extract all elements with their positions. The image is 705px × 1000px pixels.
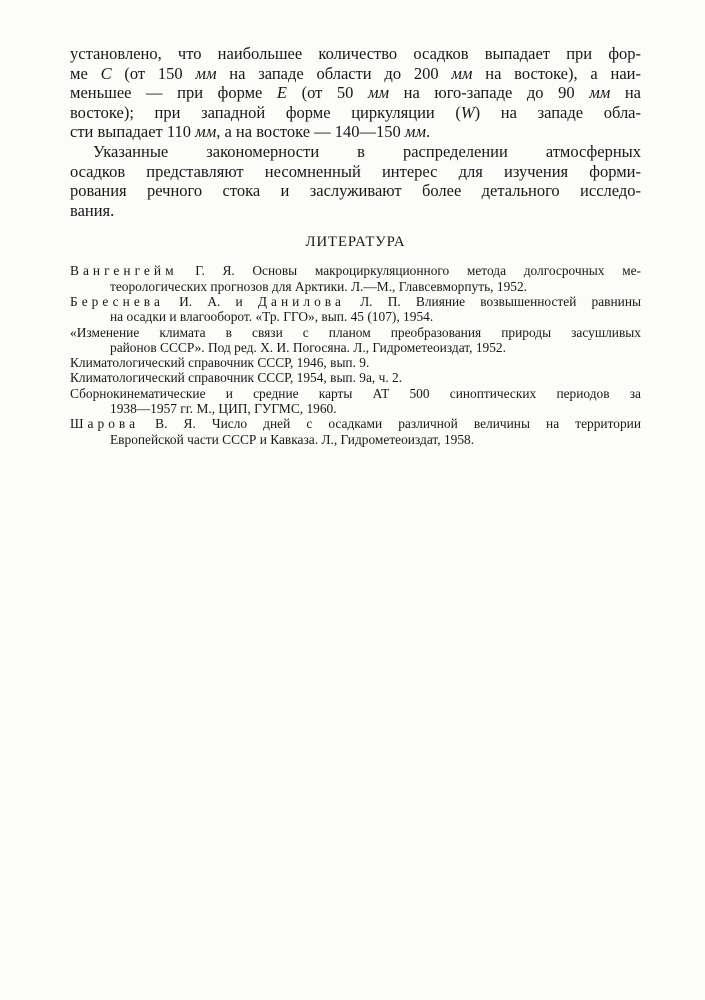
text-line (70, 401, 641, 416)
text-segment: «Изменение климата в связи с планом преобразования природы засушливых (70, 324, 641, 340)
text-segment: Е (276, 83, 288, 103)
bibliography-entry-spravochnik-1954 (70, 370, 641, 385)
text-segment: (от 150 (111, 63, 196, 83)
text-line (70, 142, 641, 162)
text-segment: мм (195, 63, 217, 83)
text-line (70, 432, 641, 447)
text-segment: , а на востоке — 140—150 (216, 122, 405, 142)
text-line (70, 340, 641, 355)
text-segment: С (100, 63, 112, 83)
text-segment: на (610, 83, 641, 103)
paragraph-precipitation-forms (70, 44, 641, 142)
text-segment: мм (404, 122, 426, 142)
text-line (70, 83, 641, 103)
text-line (70, 263, 641, 278)
text-line (70, 309, 641, 324)
bibliography-entry-vangengeym (70, 263, 641, 294)
text-line (70, 325, 641, 340)
text-segment: Указанные закономерности в распределении атмосферных (93, 141, 641, 161)
text-segment: вания. (70, 200, 115, 220)
text-line (70, 416, 641, 431)
text-line (70, 386, 641, 401)
text-segment: ) на западе обла- (474, 102, 641, 122)
text-line (70, 162, 641, 182)
text-segment: на западе области до 200 (216, 63, 452, 83)
bibliography-entry-spravochnik-1946 (70, 355, 641, 370)
page-content (70, 44, 641, 447)
text-line (70, 64, 641, 84)
bibliography (70, 263, 641, 447)
literature-heading: ЛИТЕРАТУРА (305, 234, 406, 251)
text-segment: Сборнокинематические и средние карты АТ 500 синоптических периодов за (70, 385, 641, 401)
text-line (70, 44, 641, 64)
text-segment: Шарова (70, 416, 140, 432)
bibliography-entry-beresneva-danilova (70, 294, 641, 325)
paragraph-conclusion (70, 142, 641, 220)
text-line (70, 181, 641, 201)
text-segment: сти выпадает 110 (70, 122, 196, 142)
text-segment: на юго-западе до 90 (389, 83, 590, 103)
text-segment: теорологических прогнозов для Арктики. Л.—М., Главсевморпуть, 1952. (110, 278, 528, 294)
text-segment: ме (70, 63, 101, 83)
text-segment: мм (368, 83, 390, 103)
text-segment: мм (451, 63, 473, 83)
text-segment: на осадки и влагооборот. «Тр. ГГО», вып. 45 (107), 1954. (110, 309, 434, 325)
text-segment: районов СССР». Под ред. Х. И. Погосяна. Л., Гидрометеоиздат, 1952. (110, 339, 506, 355)
text-segment: 1938—1957 гг. М., ЦИП, ГУГМС, 1960. (110, 401, 337, 417)
text-segment: Г. Я. Основы макроциркуляционного метода долгосрочных ме- (177, 263, 641, 279)
text-segment: на востоке), а наи- (472, 63, 641, 83)
text-segment: . (425, 122, 431, 142)
text-segment: рования речного стока и заслуживают более детального исследо- (70, 181, 641, 201)
text-line (70, 355, 641, 370)
text-segment: (от 50 (287, 83, 368, 103)
text-segment: И. А. и (163, 293, 258, 309)
text-segment: Европейской части СССР и Кавказа. Л., Гидрометеоиздат, 1958. (110, 431, 475, 447)
text-line (70, 294, 641, 309)
text-segment: востоке); при западной форме циркуляции ( (70, 102, 461, 122)
text-segment: Вангенгейм (70, 263, 178, 279)
bibliography-entry-sharova (70, 416, 641, 447)
text-segment: осадков представляют несомненный интерес для изучения форми- (70, 161, 641, 181)
text-line (70, 103, 641, 123)
text-segment: установлено, что наибольшее количество осадков выпадает при фор- (70, 44, 641, 63)
text-line (70, 279, 641, 294)
text-segment: В. Я. Число дней с осадками различной величины на территории (139, 416, 641, 432)
text-segment: Данилова (257, 293, 345, 309)
text-segment: мм (195, 122, 217, 142)
text-line (70, 122, 641, 142)
text-segment: меньшее — при форме (70, 83, 277, 103)
text-line (70, 201, 641, 221)
text-segment: Л. П. Влияние возвышенностей равнины (344, 293, 642, 309)
text-segment: Климатологический справочник СССР, 1946, вып. 9. (70, 355, 370, 371)
body-text (70, 44, 641, 220)
text-segment: Береснева (70, 293, 164, 309)
bibliography-entry-izmenenie-klimata (70, 325, 641, 356)
text-segment: мм (589, 83, 611, 103)
text-segment: Климатологический справочник СССР, 1954, вып. 9а, ч. 2. (70, 370, 403, 386)
text-segment: W (460, 102, 475, 122)
bibliography-entry-sbornokinematicheskie (70, 386, 641, 417)
text-line (70, 370, 641, 385)
